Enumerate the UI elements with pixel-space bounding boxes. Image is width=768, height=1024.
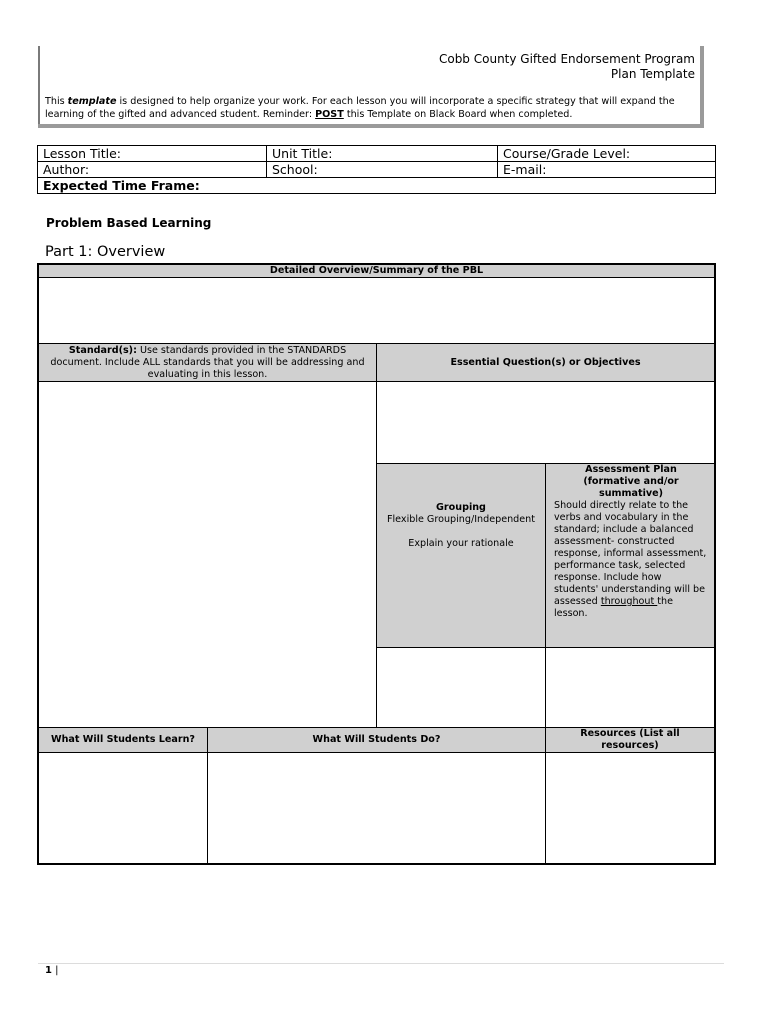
intro-text-3: this Template on Black Board when completed.: [343, 108, 573, 120]
course-grade-field[interactable]: Course/Grade Level:: [498, 146, 716, 162]
standards-instructions: Use standards provided in the STANDARDS document. Include ALL standards that you will be addressing and evaluating in this lesson.: [50, 345, 365, 380]
program-title: Cobb County Gifted Endorsement Program: [438, 52, 695, 66]
grouping-header: [376, 463, 546, 648]
page-number: 1: [45, 965, 52, 976]
header-box-left-border: [38, 46, 40, 128]
assessment-instructions: [554, 500, 708, 620]
learn-header: What Will Students Learn?: [38, 727, 208, 753]
intro-post-word: POST: [315, 108, 344, 120]
learn-body[interactable]: [38, 752, 208, 864]
intro-paragraph: [45, 96, 695, 121]
assessment-text-2: the lesson.: [554, 596, 674, 619]
school-field[interactable]: School:: [267, 162, 498, 178]
resources-body[interactable]: [545, 752, 715, 864]
part-heading: Part 1: Overview: [45, 244, 166, 260]
grouping-body[interactable]: [376, 647, 546, 728]
standards-label: Standard(s):: [68, 345, 137, 356]
grouping-title: Grouping: [436, 502, 486, 513]
assessment-body[interactable]: [545, 647, 715, 728]
grouping-subtitle: Flexible Grouping/Independent: [386, 514, 536, 525]
overview-header: Detailed Overview/Summary of the PBL: [38, 264, 715, 278]
program-title-block: [439, 52, 695, 82]
intro-text-1: This: [45, 96, 68, 107]
time-frame-field[interactable]: Expected Time Frame:: [38, 178, 716, 194]
essential-question-header: Essential Question(s) or Objectives: [376, 343, 715, 382]
footer-separator: |: [51, 965, 59, 976]
lesson-title-field[interactable]: Lesson Title:: [38, 146, 267, 162]
grouping-rationale: Explain your rationale: [408, 538, 514, 549]
do-body[interactable]: [207, 752, 546, 864]
assessment-header: [545, 463, 715, 648]
assessment-underline: throughout: [600, 596, 658, 607]
do-header: What Will Students Do?: [207, 727, 546, 753]
email-field[interactable]: E-mail:: [498, 162, 716, 178]
overview-body[interactable]: [38, 277, 715, 344]
standards-header: [38, 343, 377, 382]
author-field[interactable]: Author:: [38, 162, 267, 178]
lesson-info-table: [37, 145, 716, 194]
section-heading: Problem Based Learning: [46, 216, 212, 230]
header-box-right-border: [700, 46, 704, 128]
unit-title-field[interactable]: Unit Title:: [267, 146, 498, 162]
standards-body[interactable]: [38, 381, 377, 728]
intro-template-word: template: [67, 96, 117, 107]
page-footer: [45, 965, 59, 976]
template-title: Plan Template: [610, 67, 695, 81]
assessment-text-1: Should directly relate to the verbs and vocabulary in the standard; include a balanced assessment- constructed response, informal assessment, performance task, selected response. Include how students' understanding will be assessed: [554, 500, 707, 607]
resources-header: Resources (List all resources): [545, 727, 715, 753]
footer-divider: [38, 963, 724, 964]
header-box-bottom-border: [38, 124, 704, 128]
essential-question-body[interactable]: [376, 381, 715, 464]
intro-text-2: is designed to help organize your work. For each lesson you will incorporate a specific strategy that will expand the learning of the gifted and advanced student. Reminder:: [45, 96, 675, 120]
assessment-title: Assessment Plan (formative and/or summative): [583, 464, 679, 499]
